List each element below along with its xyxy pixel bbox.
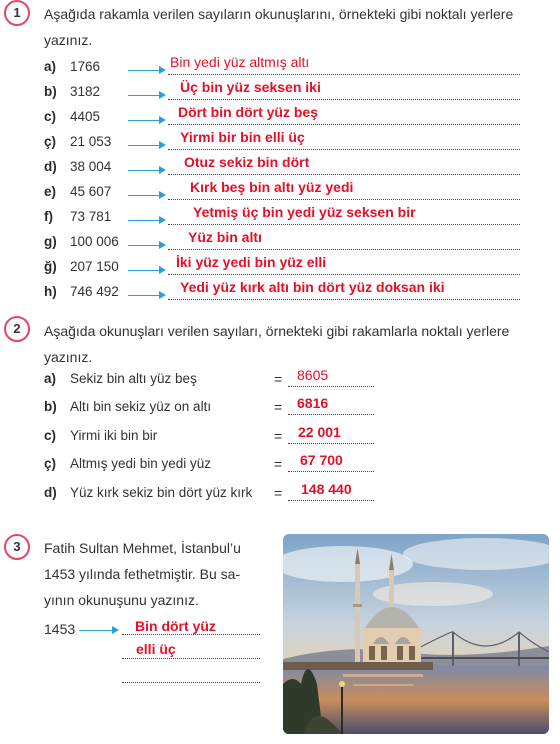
mosque-illustration [283, 534, 549, 734]
item-label: g) [44, 234, 57, 249]
item-label: b) [44, 399, 57, 414]
item-value: 21 053 [70, 134, 112, 149]
equals-sign: = [274, 456, 283, 472]
answer-text: Üç bin yüz seksen iki [180, 79, 321, 95]
arrow-icon [128, 95, 164, 96]
item-value: 3182 [70, 84, 101, 99]
item-label: ğ) [44, 259, 57, 274]
item-text: Altmış yedi bin yedi yüz [70, 456, 212, 471]
question-2-number: 2 [4, 316, 30, 342]
question-3-text-line1: Fatih Sultan Mehmet, İstanbul’u [44, 540, 241, 556]
item-label: h) [44, 284, 57, 299]
item-value: 4405 [70, 109, 101, 124]
item-value: 45 607 [70, 184, 112, 199]
arrow-icon [128, 195, 164, 196]
item-label: ç) [44, 134, 57, 149]
answer-text: Yirmi bir bin elli üç [180, 129, 305, 145]
item-label: ç) [44, 456, 57, 471]
item-label: a) [44, 371, 57, 386]
item-text: Yüz kırk sekiz bin dört yüz kırk [70, 485, 253, 500]
question-1-row [44, 234, 524, 256]
question-3-text-line3: yının okunuşunu yazınız. [44, 592, 199, 608]
item-text: Altı bin sekiz yüz on altı [70, 399, 212, 414]
answer-field[interactable] [168, 224, 520, 225]
answer-text: Kırk beş bin altı yüz yedi [190, 179, 354, 195]
answer-field[interactable] [122, 658, 260, 659]
answer-field[interactable] [122, 682, 260, 683]
item-value: 100 006 [70, 234, 119, 249]
equals-sign: = [274, 428, 283, 444]
item-label: d) [44, 485, 57, 500]
item-text: Yirmi iki bin bir [70, 428, 158, 443]
answer-field[interactable] [168, 274, 520, 275]
answer-field[interactable] [288, 500, 374, 501]
item-value: 1766 [70, 59, 101, 74]
answer-field[interactable] [288, 443, 374, 444]
question-3-text [44, 537, 241, 611]
question-3-text-line2: 1453 yılında fethetmiştir. Bu sa- [44, 566, 241, 582]
answer-text: 8605 [297, 367, 329, 383]
item-value: 746 492 [70, 284, 119, 299]
answer-field[interactable] [168, 174, 520, 175]
item-label: f) [44, 209, 53, 224]
item-label: c) [44, 428, 57, 443]
answer-field[interactable] [288, 386, 374, 387]
question-2-row [44, 399, 284, 421]
answer-field[interactable] [288, 414, 374, 415]
question-2-row [44, 371, 284, 393]
arrow-icon [128, 70, 164, 71]
arrow-icon [128, 295, 164, 296]
item-value: 38 004 [70, 159, 112, 174]
arrow-icon [128, 145, 164, 146]
question-2-text-line1: Aşağıda okunuşları verilen sayıları, örnekteki gibi rakamlarla noktalı yerlere [44, 323, 510, 339]
equals-sign: = [274, 399, 283, 415]
item-label: d) [44, 159, 57, 174]
answer-field[interactable] [168, 249, 520, 250]
question-2-text [44, 320, 509, 368]
answer-text: Yüz bin altı [188, 229, 262, 245]
item-label: a) [44, 59, 57, 74]
item-value: 207 150 [70, 259, 119, 274]
answer-field[interactable] [168, 299, 520, 300]
question-1-text-line1: Aşağıda rakamla verilen sayıların okunuşlarını, örnekteki gibi noktalı yerlere [44, 6, 514, 22]
mosque-photo [283, 534, 549, 734]
question-3-value: 1453 [44, 621, 76, 637]
answer-text: 22 001 [298, 424, 341, 440]
question-2-text-line2: yazınız. [44, 349, 93, 365]
answer-text: 148 440 [301, 481, 352, 497]
item-label: c) [44, 109, 57, 124]
equals-sign: = [274, 371, 283, 387]
answer-text: Otuz sekiz bin dört [184, 154, 310, 170]
answer-field[interactable] [288, 471, 374, 472]
arrow-icon [128, 120, 164, 121]
question-3-answer-line2: elli üç [136, 641, 176, 657]
item-text: Sekiz bin altı yüz beş [70, 371, 197, 386]
item-value: 73 781 [70, 209, 112, 224]
answer-field[interactable] [168, 74, 520, 75]
answer-field[interactable] [168, 124, 520, 125]
question-3-answer-line1: Bin dört yüz [135, 618, 216, 634]
answer-text: 6816 [297, 395, 329, 411]
question-2-row [44, 485, 284, 507]
question-3-number: 3 [4, 534, 30, 560]
item-label: b) [44, 84, 57, 99]
arrow-icon [128, 270, 164, 271]
question-1-text-line2: yazınız. [44, 32, 93, 48]
arrow-icon [128, 245, 164, 246]
item-label: e) [44, 184, 57, 199]
answer-text: Yedi yüz kırk altı bin dört yüz doksan iki [180, 279, 445, 295]
arrow-icon [128, 170, 164, 171]
answer-field[interactable] [168, 149, 520, 150]
question-1-text [44, 3, 513, 51]
answer-text: İki yüz yedi bin yüz elli [176, 254, 327, 270]
answer-text: 67 700 [300, 452, 343, 468]
answer-field[interactable] [168, 199, 520, 200]
question-2-row [44, 456, 284, 478]
answer-text: Bin yedi yüz altmış altı [170, 54, 310, 70]
question-1-number: 1 [4, 0, 30, 26]
equals-sign: = [274, 485, 283, 501]
arrow-icon [128, 220, 164, 221]
question-2-row [44, 428, 284, 450]
answer-field[interactable] [168, 99, 520, 100]
answer-text: Yetmiş üç bin yedi yüz seksen bir [193, 204, 416, 220]
answer-field[interactable] [122, 634, 260, 635]
arrow-icon [79, 630, 117, 631]
answer-text: Dört bin dört yüz beş [178, 104, 318, 120]
